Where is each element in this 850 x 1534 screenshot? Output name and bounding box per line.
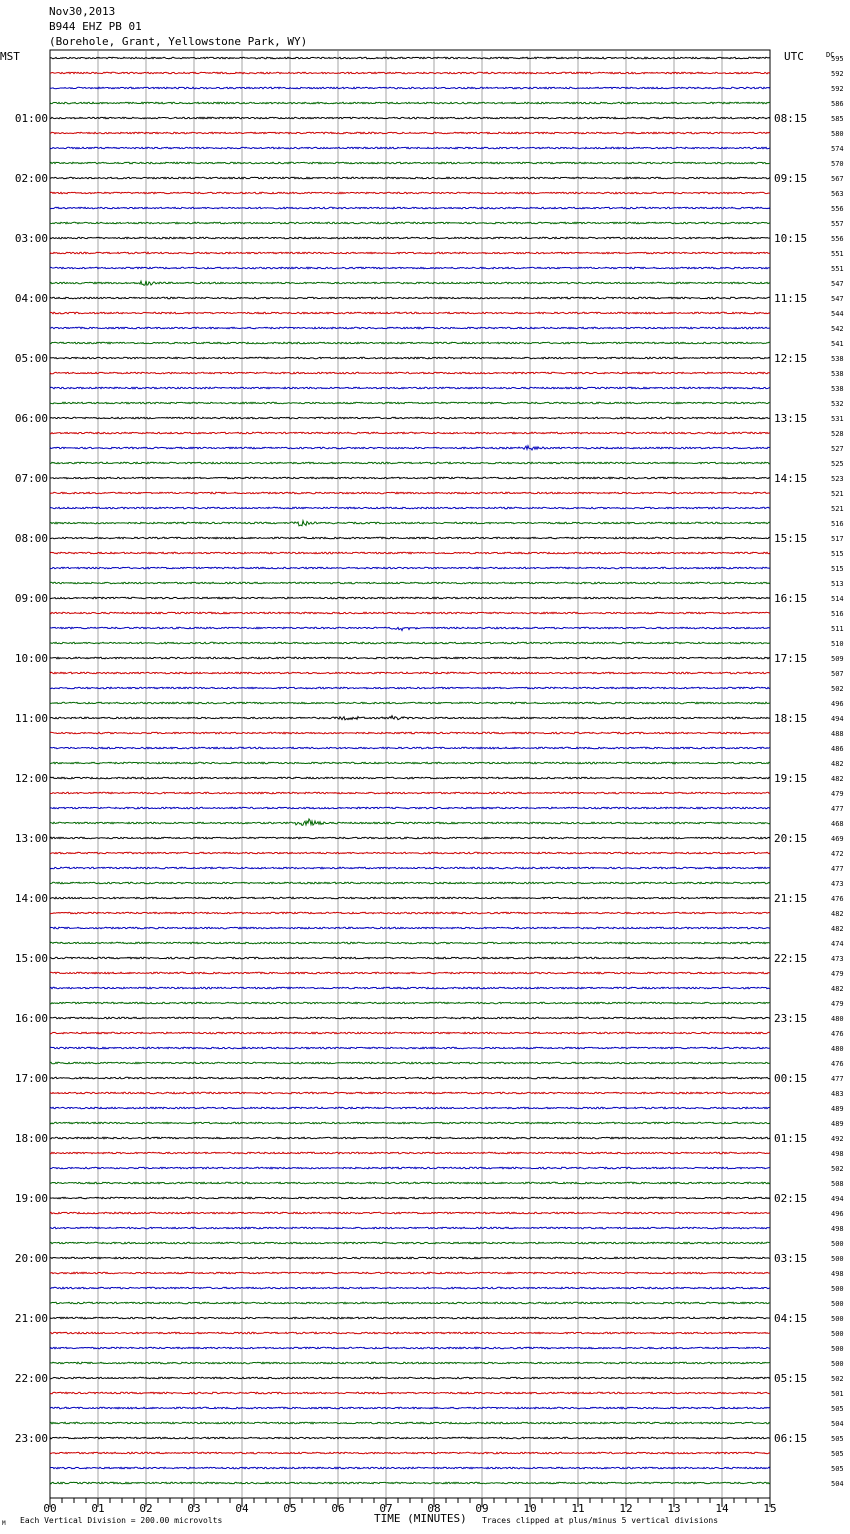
utc-hour-label: 06:15 — [774, 1432, 808, 1445]
trace-row-79 — [50, 1242, 770, 1244]
dc-offset-value: 472 — [831, 850, 844, 858]
utc-hour-label: 01:15 — [774, 1132, 808, 1145]
dc-offset-value: 508 — [831, 1180, 844, 1188]
dc-offset-value: 509 — [831, 655, 844, 663]
dc-offset-value: 592 — [831, 85, 844, 93]
trace-row-95 — [50, 1482, 770, 1484]
mst-hour-label: 01:00 — [14, 112, 48, 125]
dc-offset-value: 494 — [831, 715, 844, 723]
utc-hour-label: 02:15 — [774, 1192, 808, 1205]
utc-hour-label: 11:15 — [774, 292, 808, 305]
mst-hour-label: 15:00 — [14, 952, 48, 965]
dc-offset-value: 476 — [831, 1060, 844, 1068]
dc-offset-value: 507 — [831, 670, 844, 678]
trace-row-69 — [50, 1092, 770, 1094]
trace-row-19 — [50, 342, 770, 344]
trace-row-90 — [50, 1407, 770, 1409]
mst-hour-label: 20:00 — [14, 1252, 48, 1265]
dc-offset-value: 498 — [831, 1225, 844, 1233]
mst-hour-label: 08:00 — [14, 532, 48, 545]
dc-offset-value: 513 — [831, 580, 844, 588]
trace-row-45 — [50, 732, 770, 734]
trace-row-42 — [50, 687, 770, 689]
trace-row-89 — [50, 1392, 770, 1394]
dc-offset-value: 527 — [831, 445, 844, 453]
dc-offset-value: 489 — [831, 1120, 844, 1128]
utc-hour-label: 16:15 — [774, 592, 808, 605]
x-tick-label: 15 — [763, 1502, 777, 1515]
dc-offset-value: 505 — [831, 1450, 844, 1458]
dc-offset-value: 595 — [831, 55, 844, 63]
trace-row-56 — [50, 897, 770, 899]
dc-offset-value: 586 — [831, 100, 844, 108]
dc-offset-value: 504 — [831, 1420, 844, 1428]
trace-row-75 — [50, 1182, 770, 1184]
trace-group — [50, 57, 770, 1484]
trace-row-80 — [50, 1257, 770, 1259]
trace-row-72 — [50, 1137, 770, 1139]
trace-row-81 — [50, 1272, 770, 1274]
dc-offset-value: 492 — [831, 1135, 844, 1143]
dc-offset-value: 494 — [831, 1195, 844, 1203]
mst-hour-label: 11:00 — [14, 712, 48, 725]
trace-row-44 — [50, 716, 770, 720]
mst-hour-label: 07:00 — [14, 472, 48, 485]
trace-row-77 — [50, 1212, 770, 1214]
x-tick-label: 01 — [91, 1502, 105, 1515]
dc-offset-value: 521 — [831, 490, 844, 498]
chart-station: B944 EHZ PB 01 — [49, 20, 142, 33]
dc-offset-value: 500 — [831, 1345, 844, 1353]
dc-offset-value: 528 — [831, 430, 844, 438]
dc-offset-value: 525 — [831, 460, 844, 468]
trace-row-87 — [50, 1362, 770, 1364]
dc-offset-value: 482 — [831, 910, 844, 918]
utc-hour-label: 20:15 — [774, 832, 808, 845]
trace-row-64 — [50, 1017, 770, 1019]
trace-row-40 — [50, 657, 770, 659]
trace-row-35 — [50, 582, 770, 584]
trace-row-22 — [50, 387, 770, 389]
x-tick-label: 00 — [43, 1502, 57, 1515]
trace-row-3 — [50, 102, 770, 104]
mst-hour-label: 04:00 — [14, 292, 48, 305]
dc-offset-value: 482 — [831, 925, 844, 933]
dc-offset-value: 488 — [831, 730, 844, 738]
trace-row-36 — [50, 597, 770, 599]
dc-offset-value: 476 — [831, 895, 844, 903]
chart-date: Nov30,2013 — [49, 5, 116, 18]
dc-offset-value: 514 — [831, 595, 844, 603]
trace-row-85 — [50, 1332, 770, 1334]
x-tick-label: 09 — [475, 1502, 489, 1515]
trace-row-53 — [50, 852, 770, 854]
x-axis-label: TIME (MINUTES) — [374, 1512, 467, 1525]
trace-row-18 — [50, 327, 770, 329]
utc-hour-label: 17:15 — [774, 652, 808, 665]
trace-row-54 — [50, 867, 770, 869]
trace-row-15 — [50, 281, 770, 286]
trace-row-91 — [50, 1422, 770, 1424]
trace-row-57 — [50, 912, 770, 914]
dc-offset-value: 500 — [831, 1240, 844, 1248]
trace-row-41 — [50, 672, 770, 674]
trace-row-86 — [50, 1347, 770, 1349]
trace-row-49 — [50, 792, 770, 794]
dc-offset-value: 515 — [831, 550, 844, 558]
dc-offset-value: 482 — [831, 760, 844, 768]
dc-offset-value: 500 — [831, 1285, 844, 1293]
x-tick-label: 10 — [523, 1502, 537, 1515]
trace-row-73 — [50, 1152, 770, 1154]
trace-row-76 — [50, 1197, 770, 1199]
trace-row-4 — [50, 117, 770, 119]
dc-offset-value: 480 — [831, 1015, 844, 1023]
dc-offset-value: 538 — [831, 370, 844, 378]
dc-offset-value: 500 — [831, 1300, 844, 1308]
trace-row-1 — [50, 72, 770, 74]
dc-offset-value: 542 — [831, 325, 844, 333]
trace-row-92 — [50, 1437, 770, 1439]
x-tick-label: 07 — [379, 1502, 393, 1515]
dc-offset-value: 580 — [831, 130, 844, 138]
dc-offset-value: 531 — [831, 415, 844, 423]
dc-offset-value: 505 — [831, 1405, 844, 1413]
trace-row-39 — [50, 642, 770, 644]
mst-hour-label: 13:00 — [14, 832, 48, 845]
dc-offset-value: 521 — [831, 505, 844, 513]
dc-offset-value: 500 — [831, 1315, 844, 1323]
utc-hour-label: 03:15 — [774, 1252, 808, 1265]
trace-row-6 — [50, 147, 770, 149]
x-tick-label: 11 — [571, 1502, 585, 1515]
dc-offset-value: 482 — [831, 985, 844, 993]
utc-hour-label: 13:15 — [774, 412, 808, 425]
trace-row-82 — [50, 1287, 770, 1289]
dc-offset-value: 532 — [831, 400, 844, 408]
trace-row-60 — [50, 957, 770, 959]
trace-row-17 — [50, 312, 770, 314]
trace-row-50 — [50, 807, 770, 809]
mst-hour-label: 19:00 — [14, 1192, 48, 1205]
utc-hour-label: 19:15 — [774, 772, 808, 785]
dc-offset-value: 556 — [831, 235, 844, 243]
utc-hour-label: 10:15 — [774, 232, 808, 245]
trace-row-33 — [50, 552, 770, 554]
dc-offset-value: 498 — [831, 1150, 844, 1158]
trace-row-43 — [50, 702, 770, 704]
trace-row-12 — [50, 237, 770, 239]
grid-lines — [50, 50, 770, 1498]
trace-row-13 — [50, 252, 770, 254]
utc-hour-label: 00:15 — [774, 1072, 808, 1085]
trace-row-30 — [50, 507, 770, 509]
x-tick-label: 14 — [715, 1502, 729, 1515]
dc-offset-value: 538 — [831, 355, 844, 363]
trace-row-67 — [50, 1062, 770, 1064]
trace-row-0 — [50, 57, 770, 59]
trace-row-83 — [50, 1302, 770, 1304]
utc-hour-label: 23:15 — [774, 1012, 808, 1025]
dc-offset-value: 504 — [831, 1480, 844, 1488]
trace-row-93 — [50, 1452, 770, 1454]
dc-offset-value: 502 — [831, 1165, 844, 1173]
utc-hour-label: 15:15 — [774, 532, 808, 545]
dc-offset-value: 585 — [831, 115, 844, 123]
mst-hour-label: 09:00 — [14, 592, 48, 605]
dc-offset-value: 473 — [831, 880, 844, 888]
dc-offset-value: 556 — [831, 205, 844, 213]
dc-offset-value: 479 — [831, 790, 844, 798]
utc-hour-label: 08:15 — [774, 112, 808, 125]
dc-offset-value: 574 — [831, 145, 844, 153]
dc-offset-value: 500 — [831, 1255, 844, 1263]
dc-offset-value: 468 — [831, 820, 844, 828]
mst-hour-label: 06:00 — [14, 412, 48, 425]
trace-row-61 — [50, 972, 770, 974]
dc-offset-value: 547 — [831, 295, 844, 303]
dc-offset-value: 563 — [831, 190, 844, 198]
x-tick-label: 12 — [619, 1502, 633, 1515]
utc-hour-label: 09:15 — [774, 172, 808, 185]
trace-row-65 — [50, 1032, 770, 1034]
mst-hour-label: 05:00 — [14, 352, 48, 365]
dc-offset-value: 496 — [831, 700, 844, 708]
trace-row-8 — [50, 177, 770, 179]
trace-row-28 — [50, 477, 770, 479]
trace-row-78 — [50, 1227, 770, 1229]
trace-row-31 — [50, 521, 770, 526]
clip-note: Traces clipped at plus/minus 5 vertical divisions — [482, 1516, 719, 1525]
mst-hour-label: 02:00 — [14, 172, 48, 185]
mst-hour-label: 22:00 — [14, 1372, 48, 1385]
utc-hour-label: 04:15 — [774, 1312, 808, 1325]
mst-hour-label: 23:00 — [14, 1432, 48, 1445]
dc-offset-value: 515 — [831, 565, 844, 573]
dc-offset-value: 551 — [831, 250, 844, 258]
dc-offset-value: 541 — [831, 340, 844, 348]
dc-offset-value: 517 — [831, 535, 844, 543]
trace-row-63 — [50, 1002, 770, 1004]
utc-hour-label: 12:15 — [774, 352, 808, 365]
trace-row-23 — [50, 402, 770, 404]
x-tick-label: 02 — [139, 1502, 153, 1515]
dc-offset-value: 501 — [831, 1390, 844, 1398]
dc-offset-value: 538 — [831, 385, 844, 393]
dc-offset-value: 486 — [831, 745, 844, 753]
dc-offset-value: 505 — [831, 1465, 844, 1473]
trace-row-14 — [50, 267, 770, 269]
dc-offset-value: 477 — [831, 865, 844, 873]
dc-offset-value: 511 — [831, 625, 844, 633]
mst-hour-label: 16:00 — [14, 1012, 48, 1025]
trace-row-51 — [50, 819, 770, 825]
trace-row-94 — [50, 1467, 770, 1469]
utc-hour-label: 18:15 — [774, 712, 808, 725]
chart-location: (Borehole, Grant, Yellowstone Park, WY) — [49, 35, 308, 48]
dc-offset-value: 482 — [831, 775, 844, 783]
dc-offset-value: 469 — [831, 835, 844, 843]
dc-offset-value: 489 — [831, 1105, 844, 1113]
mst-hour-label: 03:00 — [14, 232, 48, 245]
x-tick-label: 08 — [427, 1502, 441, 1515]
dc-label: DC — [826, 51, 835, 59]
dc-offset-value: 502 — [831, 685, 844, 693]
dc-offset-value: 551 — [831, 265, 844, 273]
utc-hour-label: 05:15 — [774, 1372, 808, 1385]
dc-offset-value: 567 — [831, 175, 844, 183]
dc-offset-value: 480 — [831, 1045, 844, 1053]
trace-row-68 — [50, 1077, 770, 1079]
mst-label: MST — [0, 50, 20, 63]
x-tick-label: 03 — [187, 1502, 201, 1515]
trace-row-26 — [50, 446, 770, 450]
mst-hour-label: 17:00 — [14, 1072, 48, 1085]
mst-hour-label: 10:00 — [14, 652, 48, 665]
utc-hour-label: 21:15 — [774, 892, 808, 905]
dc-offset-value: 496 — [831, 1210, 844, 1218]
trace-row-29 — [50, 492, 770, 494]
dc-offset-value: 510 — [831, 640, 844, 648]
trace-row-71 — [50, 1122, 770, 1124]
dc-offset-value: 505 — [831, 1435, 844, 1443]
trace-row-70 — [50, 1107, 770, 1109]
trace-row-7 — [50, 162, 770, 164]
dc-offset-value: 557 — [831, 220, 844, 228]
dc-offset-value: 516 — [831, 520, 844, 528]
trace-row-59 — [50, 942, 770, 944]
trace-row-55 — [50, 882, 770, 884]
trace-row-48 — [50, 777, 770, 779]
trace-row-38 — [50, 627, 770, 630]
label-group — [0, 50, 844, 1527]
x-tick-label: 05 — [283, 1502, 297, 1515]
scale-note: Each Vertical Division = 200.00 microvolts — [20, 1516, 223, 1525]
trace-row-46 — [50, 747, 770, 749]
dc-offset-value: 592 — [831, 70, 844, 78]
dc-offset-value: 500 — [831, 1360, 844, 1368]
trace-row-74 — [50, 1167, 770, 1169]
trace-row-27 — [50, 462, 770, 464]
dc-offset-value: 479 — [831, 970, 844, 978]
trace-row-9 — [50, 192, 770, 194]
x-tick-label: 06 — [331, 1502, 345, 1515]
trace-row-24 — [50, 417, 770, 419]
mst-hour-label: 18:00 — [14, 1132, 48, 1145]
trace-row-20 — [50, 357, 770, 359]
dc-offset-value: 544 — [831, 310, 844, 318]
dc-offset-value: 570 — [831, 160, 844, 168]
dc-offset-value: 479 — [831, 1000, 844, 1008]
trace-row-84 — [50, 1317, 770, 1319]
trace-row-88 — [50, 1377, 770, 1379]
trace-row-34 — [50, 567, 770, 569]
utc-label: UTC — [784, 50, 804, 63]
x-tick-label: 13 — [667, 1502, 681, 1515]
trace-row-21 — [50, 372, 770, 374]
plot-frame — [50, 50, 770, 1498]
dc-offset-value: 477 — [831, 1075, 844, 1083]
trace-row-10 — [50, 207, 770, 209]
dc-offset-value: 523 — [831, 475, 844, 483]
trace-row-37 — [50, 612, 770, 614]
dc-offset-value: 547 — [831, 280, 844, 288]
utc-hour-label: 22:15 — [774, 952, 808, 965]
dc-offset-value: 498 — [831, 1270, 844, 1278]
trace-row-62 — [50, 987, 770, 989]
trace-row-52 — [50, 837, 770, 839]
mst-hour-label: 21:00 — [14, 1312, 48, 1325]
dc-offset-value: 473 — [831, 955, 844, 963]
trace-row-11 — [50, 222, 770, 224]
utc-hour-label: 14:15 — [774, 472, 808, 485]
dc-offset-value: 516 — [831, 610, 844, 618]
dc-offset-value: 477 — [831, 805, 844, 813]
dc-offset-value: 476 — [831, 1030, 844, 1038]
dc-offset-value: 500 — [831, 1330, 844, 1338]
trace-row-25 — [50, 432, 770, 434]
corner-mark: M — [2, 1520, 6, 1527]
trace-row-32 — [50, 537, 770, 539]
dc-offset-value: 483 — [831, 1090, 844, 1098]
mst-hour-label: 12:00 — [14, 772, 48, 785]
dc-offset-value: 474 — [831, 940, 844, 948]
trace-row-47 — [50, 762, 770, 764]
mst-hour-label: 14:00 — [14, 892, 48, 905]
x-tick-label: 04 — [235, 1502, 249, 1515]
trace-row-66 — [50, 1047, 770, 1049]
trace-row-2 — [50, 87, 770, 89]
trace-row-16 — [50, 297, 770, 299]
dc-offset-value: 502 — [831, 1375, 844, 1383]
trace-row-5 — [50, 132, 770, 134]
trace-row-58 — [50, 927, 770, 929]
